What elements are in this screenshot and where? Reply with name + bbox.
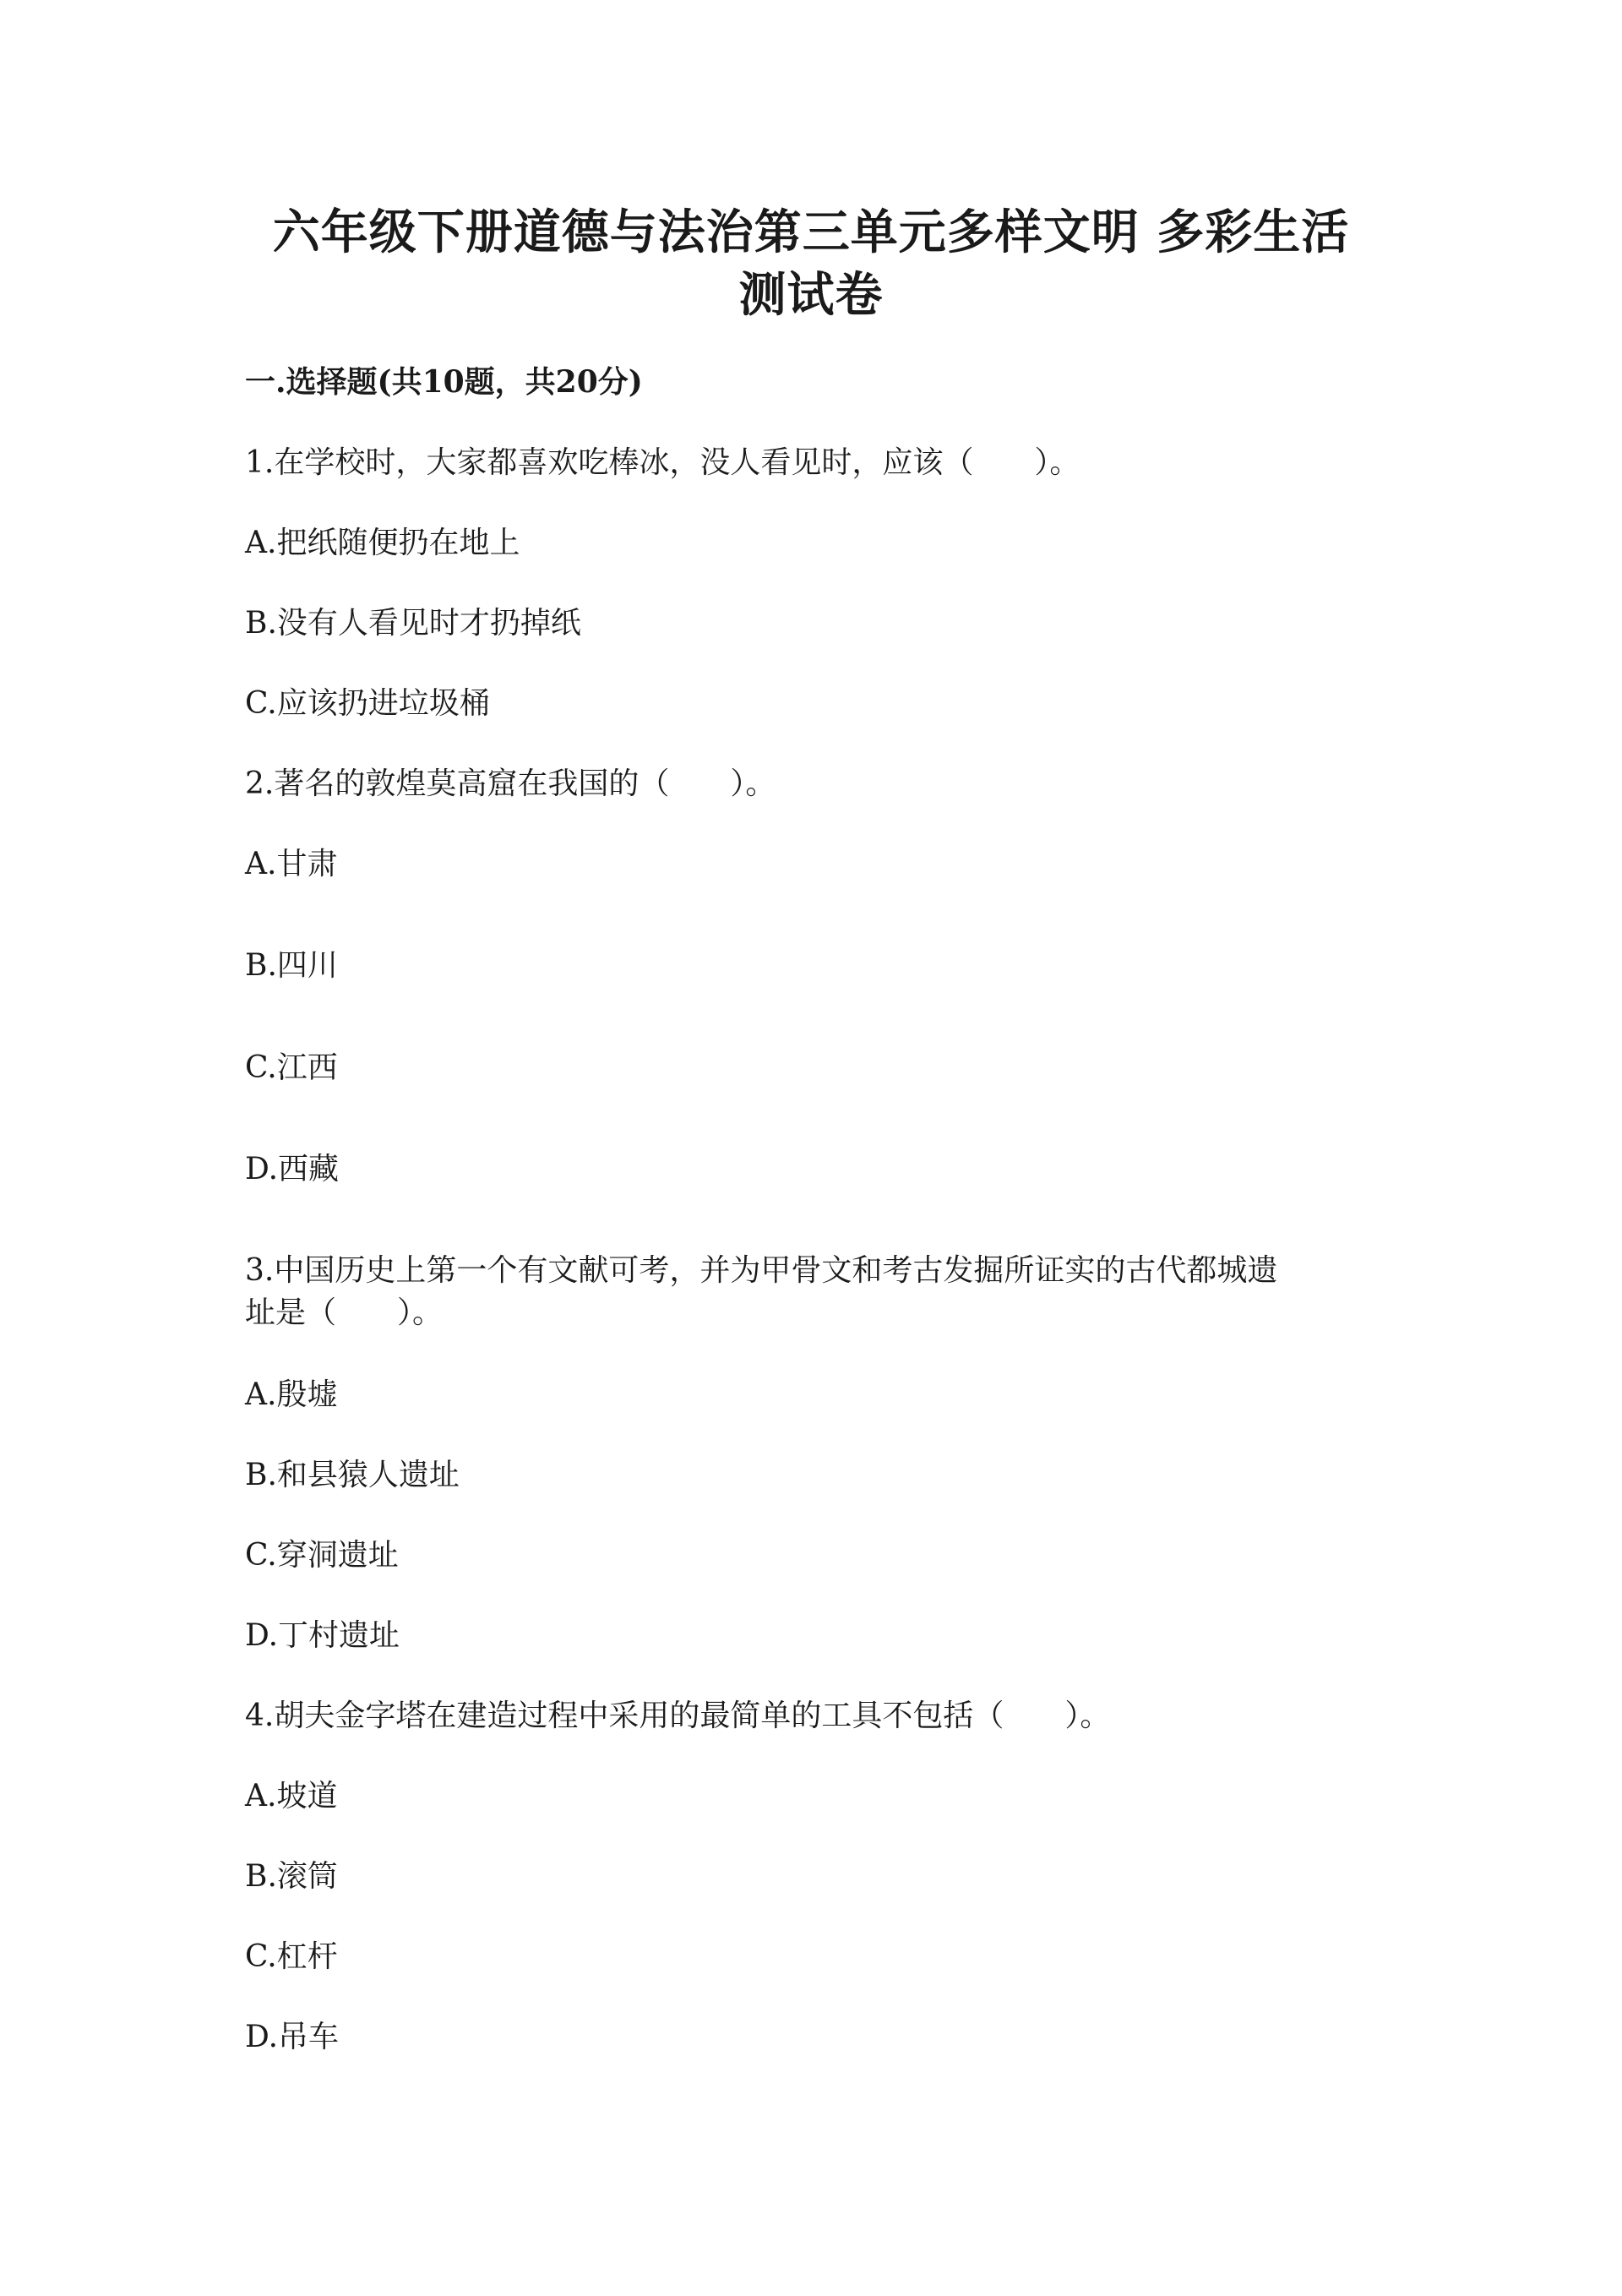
question-2-option-a: A.甘肃 (245, 847, 338, 881)
question-1-option-c: C.应该扔进垃圾桶 (245, 686, 490, 721)
question-3-stem-line-2: 址是（ ）。 (245, 1295, 444, 1330)
question-3-option-a: A.殷墟 (245, 1377, 338, 1412)
section-heading-multiple-choice: 一.选择题(共10题，共20分) (245, 364, 643, 400)
question-4-option-d: D.吊车 (245, 2020, 340, 2054)
question-3-option-c: C.穿洞遗址 (245, 1538, 399, 1573)
question-4-option-b: B.滚筒 (245, 1859, 338, 1894)
question-2-option-d: D.西藏 (245, 1152, 340, 1186)
question-1-stem: 1.在学校时，大家都喜欢吃棒冰，没人看见时，应该（ ）。 (245, 445, 1080, 480)
question-4-option-c: C.杠杆 (245, 1939, 338, 1974)
question-2-option-b: B.四川 (245, 948, 338, 983)
question-1-option-b: B.没有人看见时才扔掉纸 (245, 606, 581, 641)
question-3-stem-line-1: 3.中国历史上第一个有文献可考，并为甲骨文和考古发掘所证实的古代都城遗 (245, 1253, 1278, 1288)
document-title-line-1: 六年级下册道德与法治第三单元多样文明 多彩生活 (272, 205, 1350, 260)
question-2-option-c: C.江西 (245, 1050, 338, 1085)
question-4-stem: 4.胡夫金字塔在建造过程中采用的最简单的工具不包括（ ）。 (245, 1699, 1111, 1733)
document-title-line-2: 测试卷 (738, 267, 884, 323)
question-2-stem: 2.著名的敦煌莫高窟在我国的（ ）。 (245, 766, 776, 801)
question-3-option-b: B.和县猿人遗址 (245, 1458, 460, 1492)
question-3-option-d: D.丁村遗址 (245, 1618, 400, 1653)
question-4-option-a: A.坡道 (245, 1779, 338, 1813)
question-1-option-a: A.把纸随便扔在地上 (245, 526, 520, 560)
